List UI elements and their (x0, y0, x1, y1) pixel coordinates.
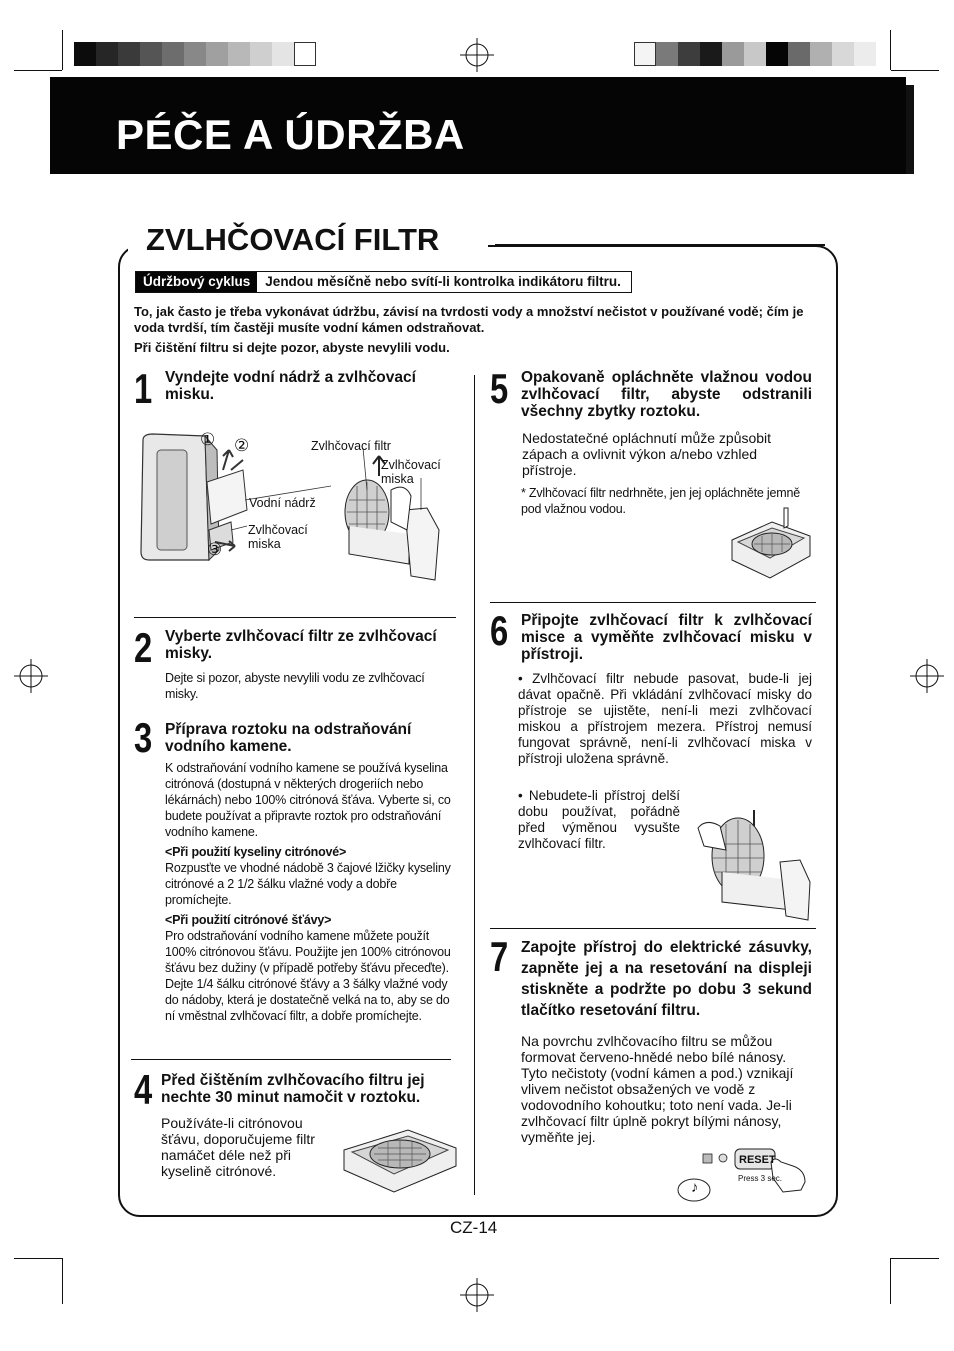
callout-marker: ③ (207, 540, 223, 559)
filter-reassembly-illustration (692, 806, 814, 924)
step-bullet: • Zvlhčovací filtr nebude pasovat, bude-li jej dávat opačně. Při vkládání zvlhčovací misky do přístroje se ujistěte, není-li mezi zvlhčovací miskou a přístrojem mezera. Přístroj nemusí fungovat správně, není-li zvlhčovací miska v přístroji uložena správně. (518, 671, 812, 766)
step-number: 1 (134, 365, 153, 412)
intro-line: To, jak často je třeba vykonávat údržbu, závisí na tvrdosti vody a množství nečistot v používané vodě; čím je voda tvrdší, tím častěji musíte vodní kámen odstraňovat. (134, 304, 804, 335)
registration-mark (460, 38, 494, 72)
humidifier-illustration (135, 430, 455, 590)
tray-label: Zvlhčovací miska (381, 458, 441, 486)
water-tank-label: Vodní nádrž (249, 496, 316, 510)
registration-mark (14, 659, 48, 693)
registration-mark (910, 659, 944, 693)
step-title: Vyberte zvlhčovací filtr ze zvlhčovací misky. (165, 628, 437, 662)
callout-marker: ② (234, 436, 250, 455)
step-paragraph: Pro odstraňování vodního kamene můžete použít 100% citrónovou šťávu. Použijte jen 100% citrónovou šťávu bez dužiny (v případě potřeby šťávu přeceďte). Dejte 1/4 šálku citrónové šťávy a 3 šálky vlažné vody do nádoby, která je dostatečně velká na to, aby se do ní vměstnal zvlhčovací filtr, a dobře promíchejte. (165, 929, 451, 1023)
intro-text (134, 304, 814, 356)
step-title: Před čištěním zvlhčovacího filtru jej nechte 30 minut namočit v roztoku. (161, 1072, 425, 1106)
crop-mark (891, 1258, 939, 1259)
crop-mark (890, 1258, 891, 1304)
step-note: * Zvlhčovací filtr nedrhněte, jen jej opláchněte jemně pod vlažnou vodou. (521, 486, 800, 516)
subheading: <Při použití citrónové šťávy> (165, 913, 332, 927)
soaking-tray-illustration (338, 1126, 462, 1196)
step-body: Dejte si pozor, abyste nevylili vodu ze zvlhčovací misky. (165, 671, 425, 701)
rinse-illustration (728, 506, 814, 584)
cycle-label: Údržbový cyklus (136, 272, 257, 292)
step-title: Zapojte přístroj do elektrické zásuvky, zapněte jej a na resetování na displeji stiskněte a podržte po dobu 3 sekund tlačítko resetování filtru. (521, 939, 812, 1019)
subheading: <Při použití kyseliny citrónové> (165, 845, 347, 859)
step-bullet: • Nebudete-li přístroj delší dobu používat, pořádně před výměnou vysušte zvlhčovací filtr. (518, 788, 680, 851)
filter-label: Zvlhčovací filtr (311, 439, 391, 453)
crop-mark (891, 70, 939, 71)
title-rule (495, 244, 825, 246)
crop-mark (62, 1258, 63, 1304)
crop-mark (14, 1258, 62, 1259)
color-bar-left (74, 42, 316, 66)
page-header (50, 77, 906, 174)
step-number: 3 (134, 714, 153, 761)
cycle-value: Jendou měsíčně nebo svítí-li kontrolka indikátoru filtru. (265, 274, 621, 289)
step-divider (490, 602, 816, 603)
step-title: Opakovaně opláchněte vlažnou vodou zvlhčovací filtr, abyste odstranili všechny zbytky roztoku. (521, 369, 812, 420)
maintenance-cycle (135, 271, 632, 293)
step-divider (131, 1059, 451, 1060)
callout-marker: ① (200, 430, 216, 449)
step-title: Vyndejte vodní nádrž a zvlhčovací misku. (165, 369, 416, 403)
step-number: 6 (490, 607, 509, 654)
reset-button[interactable]: RESET (739, 1154, 776, 1166)
press-hint: Press 3 sec. (738, 1174, 783, 1183)
step-divider (490, 928, 816, 929)
intro-line: Při čištění filtru si dejte pozor, abyste nevylili vodu. (134, 340, 450, 355)
music-note-icon: ♪ (691, 1179, 699, 1196)
crop-mark (14, 70, 62, 71)
step-title: Připojte zvlhčovací filtr k zvlhčovací misce a vyměňte zvlhčovací misku v přístroji. (521, 612, 812, 663)
step-body: Používáte-li citrónovou šťávu, doporučujeme filtr namáčet déle než při kyselině citrónové. (161, 1115, 315, 1179)
step-body: Na povrchu zvlhčovacího filtru se můžou formovat červeno-hnědé nebo bílé nánosy. Tyto nečistoty (vodní kámen a pod.) vznikají vlivem nečistot obsažených ve vodě z vodovodního kohoutku; toto není vada. Je-li zvlhčovací filtr úplně pokryt bílými nánosy, vyměňte jej. (521, 1033, 794, 1145)
step-divider (134, 617, 456, 618)
step-paragraph: K odstraňování vodního kamene se používá kyselina citrónová (dostupná v některých drogeriích nebo lékárnách) nebo 100% citrónová šťáva. Vyberte si, co budete používat a připravte roztok pro odstraňování vodního kamene. (165, 761, 451, 839)
step-body: Nedostatečné opláchnutí může způsobit zápach a ovlivnit výkon a/nebo vzhled přístroje. (522, 430, 772, 478)
step-number: 2 (134, 624, 153, 671)
page-number: CZ-14 (450, 1218, 498, 1237)
step-number: 5 (490, 365, 509, 412)
step-paragraph: Rozpusťte ve vhodné nádobě 3 čajové lžičky kyseliny citrónové a 2 1/2 šálku vlažné vody a dobře promíchejte. (165, 861, 451, 907)
step-title: Příprava roztoku na odstraňování vodního kamene. (165, 721, 412, 755)
section-title: ZVLHČOVACÍ FILTR (146, 222, 440, 257)
page-title: PÉČE A ÚDRŽBA (116, 111, 465, 158)
column-divider (474, 375, 475, 1195)
color-bar-right (634, 42, 876, 66)
registration-mark (460, 1278, 494, 1312)
step-number: 4 (134, 1066, 153, 1113)
tray-label: Zvlhčovací miska (248, 523, 308, 551)
step-body (165, 760, 459, 1024)
crop-mark (62, 30, 63, 70)
step-number: 7 (490, 933, 509, 980)
crop-mark (890, 30, 891, 70)
